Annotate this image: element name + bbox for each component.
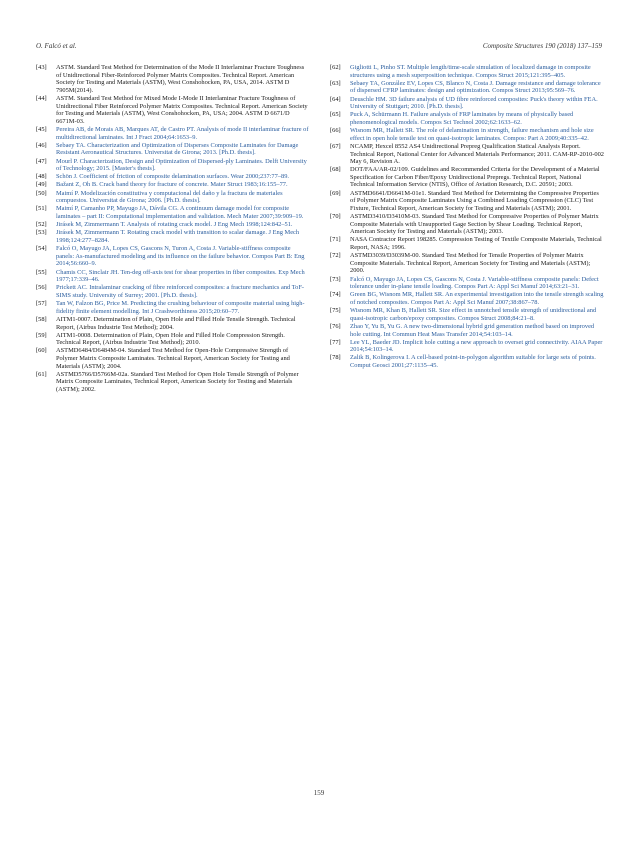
reference-link[interactable]: Green BG, Wisnom MR, Hallett SR. An experimental investigation into the tensile strength scaling of notched composites. Compos Part A: Appl Sci Manuf 2007;38:867–78.: [350, 291, 604, 306]
reference-item[interactable]: [330, 354, 604, 369]
reference-text: ASTMD3410/D3410M-03. Standard Test Method for Compressive Properties of Polymer Matrix Composite Materials with Unsupported Gage Section by Shear Loading. Technical Report, American Society for Testing and Materials (ASTM); 2003.: [350, 213, 599, 236]
reference-number: [56]: [36, 284, 47, 292]
reference-item[interactable]: [330, 276, 604, 291]
references-column-left: [36, 64, 310, 394]
reference-text: AITM1-0008. Determination of Plain, Open Hole and Filled Hole Compression Strength. Technical Report, (Airbus Industrie Test Method); 2010.: [56, 331, 285, 347]
reference-text: NASA Contractor Report 198285. Compression Testing of Textile Composite Materials, Technical Report, NASA; 1996.: [350, 236, 602, 251]
header-journal: Composite Structures 190 (2018) 137–159: [482, 42, 602, 50]
reference-number: [63]: [330, 79, 341, 87]
reference-number: [75]: [330, 307, 341, 315]
references-column-right: [330, 64, 604, 370]
reference-link[interactable]: Puck A, Schürmann H. Failure analysis of FRP laminates by means of physically based phenomenological models. Compos Sci Technol 2002;62:1633–62.: [350, 111, 574, 126]
reference-item[interactable]: [36, 269, 310, 284]
reference-number: [60]: [36, 347, 47, 355]
reference-number: [57]: [36, 300, 47, 308]
reference-number: [54]: [36, 245, 47, 253]
reference-number: [44]: [36, 94, 47, 102]
reference-item[interactable]: [36, 126, 310, 141]
reference-link[interactable]: Wisnom MR, Hallett SR. The role of delamination in strength, failure mechanism and hole size effect in open hole tensile test on quasi-isotropic laminates. Compos: Part A 2009;40:335–42.: [350, 127, 594, 142]
reference-number: [78]: [330, 354, 341, 362]
reference-text: DOT/FAA/AR-02/109. Guidelines and Recommended Criteria for the Development of a Material Specification for Carbon Fiber/Epoxy Unidirectional Prepregs. Technical Report, National Technical Information Service (NTIS), Office of Aviation Research, D.C. 20591; 2003.: [350, 166, 600, 189]
reference-number: [45]: [36, 125, 47, 133]
reference-number: [76]: [330, 322, 341, 330]
reference-item[interactable]: [36, 245, 310, 268]
reference-number: [47]: [36, 157, 47, 165]
reference-item: [330, 236, 604, 251]
reference-text: ASTM. Standard Test Method for Mixed Mode I-Mode II Interlaminar Fracture Toughness of Unidirectional Fiber Reinforced Polymer Matrix Composites. Technical Report. American Society for Testing and Materials (ASTM), West Conshohocken, PA, USA; 2004. ASTM D 6671/D 6671M-03.: [56, 94, 308, 125]
running-header: [36, 42, 602, 54]
reference-item[interactable]: [36, 142, 310, 157]
reference-item: [36, 347, 310, 370]
reference-number: [52]: [36, 221, 47, 229]
reference-item[interactable]: [36, 205, 310, 220]
reference-number: [49]: [36, 181, 47, 189]
reference-number: [66]: [330, 127, 341, 135]
reference-link[interactable]: Prickett AC. Intralaminar cracking of fibre reinforced composites: a fracture mechanics and ToF-SIMS study. University of Surrey; 2001. [Ph.D. thesis].: [56, 284, 305, 299]
reference-link[interactable]: Bažant Z, Oh B. Crack band theory for fracture of concrete. Mater Struct 1983;16:155–77.: [56, 181, 288, 189]
reference-item[interactable]: [330, 111, 604, 126]
reference-item[interactable]: [330, 64, 604, 79]
reference-number: [62]: [330, 64, 341, 71]
reference-item: [36, 95, 310, 125]
reference-number: [58]: [36, 315, 47, 323]
reference-item[interactable]: [36, 284, 310, 299]
reference-number: [68]: [330, 166, 341, 174]
reference-link[interactable]: Falcó O, Mayugo JA, Lopes CS, Gascons N, Costa J. Variable-stiffness composite panels: Defect tolerance under in-plane tensile loading. Compos Part A: Appl Sci Manuf 2014;63:21–31.: [350, 275, 599, 291]
reference-item[interactable]: [330, 339, 604, 354]
reference-link[interactable]: Sebaey TA, González EV, Lopes CS, Blanco N, Costa J. Damage resistance and damage tolerance of dispersed CFRP laminates: design and optimization. Compos Struct 2013;95:569–76.: [350, 79, 601, 95]
reference-number: [59]: [36, 331, 47, 339]
reference-item: [330, 143, 604, 166]
reference-number: [48]: [36, 173, 47, 181]
reference-item[interactable]: [36, 181, 310, 189]
reference-text: ASTMD6484/D6484M-04. Standard Test Method for Open-Hole Compressive Strength of Polymer Matrix Composite Laminates. Technical Report, American Society for Testing and Materials (ASTM); 2004.: [56, 347, 290, 370]
reference-item: [36, 332, 310, 347]
reference-link[interactable]: Deuschle HM. 3D failure analysis of UD fibre reinforced composites: Puck's theory within FEA. University of Stuttgart; 2010. [Ph.D. thesis].: [350, 95, 598, 111]
reference-link[interactable]: Zhao Y, Yu B, Yu G. A new two-dimensional hybrid grid generation method based on improved hole cutting. Int Commun Heat Mass Transfer 2014;54:103–14.: [350, 322, 595, 338]
reference-text: ASTMD5766/D5766M-02a. Standard Test Method for Open Hole Tensile Strength of Polymer Matrix Composite Laminates, Technical Report, American Society for Testing and Materials (ASTM); 2002.: [56, 370, 299, 394]
reference-link[interactable]: Falcó O, Mayugo JA, Lopes CS, Gascons N, Turon A, Costa J. Variable-stiffness composite panels: As-manufactured modeling and its influence on the failure behavior. Compos Part B: Eng 2014;56:660–9.: [56, 245, 305, 268]
reference-item: [330, 252, 604, 275]
reference-item: [330, 213, 604, 236]
reference-item[interactable]: [330, 80, 604, 95]
reference-item: [330, 190, 604, 213]
reference-item[interactable]: [36, 158, 310, 173]
reference-item[interactable]: [36, 300, 310, 315]
reference-item[interactable]: [330, 291, 604, 306]
reference-link[interactable]: Tan W, Falzon BG, Price M. Predicting the crushing behaviour of composite material using high-fidelity finite element modelling. Int J Crashworthiness 2015;20:60–77.: [56, 300, 305, 315]
reference-link[interactable]: Pereira AB, de Morais AB, Marques AT, de Castro PT. Analysis of mode II interlaminar fracture of multidirectional laminates. Int J Fract 2004;64:1653–9.: [56, 125, 309, 141]
reference-number: [65]: [330, 111, 341, 119]
reference-number: [77]: [330, 338, 341, 346]
reference-link[interactable]: Wisnom MR, Khan B, Hallett SR. Size effect in unnotched tensile strength of unidirectional and quasi-isotropic carbon/epoxy composites. Compos Struct 2008;84:21–8.: [350, 307, 597, 322]
reference-number: [61]: [36, 370, 47, 378]
reference-number: [50]: [36, 189, 47, 197]
reference-text: AITM1-0007. Determination of Plain, Open Hole and Filled Hole Tensile Strength. Technical Report, (Airbus Industrie Test Method); 2004.: [56, 315, 296, 331]
reference-number: [46]: [36, 141, 47, 149]
reference-item: [330, 166, 604, 189]
reference-text: NCAMP, Hexcel 8552 AS4 Unidirectional Prepreg Qualification Statical Analysis Report. Technical Report, National Center for Advanced Materials Performance; 2011. CAM-RP-2010-002 May 6, Revision A.: [350, 142, 604, 166]
reference-number: [43]: [36, 64, 47, 71]
reference-number: [71]: [330, 236, 341, 244]
reference-item[interactable]: [330, 307, 604, 322]
reference-number: [55]: [36, 268, 47, 276]
reference-number: [70]: [330, 213, 341, 221]
reference-link[interactable]: Sebaey TA. Characterization and Optimization of Disperses Composite Laminates for Damage Resistant Aeronautical Structures. Universitat de Girona; 2013. [Ph.D. thesis].: [56, 141, 299, 157]
reference-item[interactable]: [330, 323, 604, 338]
reference-link[interactable]: Mourl P. Characterization, Design and Optimization of Dispersed-ply Laminates. Delft University of Technology; 2015. [Master's thesis].: [56, 157, 307, 173]
reference-item[interactable]: [36, 173, 310, 181]
reference-text: ASTMD3039/D3039M-00. Standard Test Method for Tensile Properties of Polymer Matrix Composite Materials. Technical Report, American Society for Testing and Materials (ASTM); 2000.: [350, 252, 591, 275]
reference-link[interactable]: Maimí P. Modelización constitutiva y computacional del daño y la fractura de materiales compuestos. Universitat de Girona; 2006. [Ph.D. thesis].: [56, 189, 283, 205]
reference-link[interactable]: Jirásek M, Zimmermann T. Rotating crack model with transition to scalar damage. J Eng Mech 1998;124:277–8284.: [56, 229, 300, 244]
reference-link[interactable]: Schön J. Coefficient of friction of composite delamination surfaces. Wear 2000;237:77–89.: [56, 173, 289, 181]
reference-item[interactable]: [330, 127, 604, 142]
reference-link[interactable]: Zalik B, Kolingerova I. A cell-based point-in-polygon algorithm suitable for large sets of points. Comput Geosci 2001;27:1135–45.: [350, 354, 596, 370]
reference-number: [73]: [330, 275, 341, 283]
reference-link[interactable]: Jirásek M, Zimmermann T. Analysis of rotating crack model. J Eng Mech 1998;124:842–51.: [56, 221, 293, 229]
reference-number: [53]: [36, 229, 47, 237]
reference-item: [36, 64, 310, 94]
reference-number: [72]: [330, 252, 341, 260]
reference-number: [67]: [330, 142, 341, 150]
reference-item[interactable]: [36, 221, 310, 229]
reference-item: [36, 316, 310, 331]
reference-link[interactable]: Maimí P, Camanho PP, Mayugo JA, Dávila CG. A continuum damage model for composite laminates – part II: Computational implementation and validation. Mech Mater 2007;39:909–19.: [56, 205, 304, 221]
reference-link[interactable]: Lee YL, Baeder JD. Implicit hole cutting a new approach to overset grid connectivity. AIAA Paper 2014;54:103–14.: [350, 338, 603, 354]
reference-item[interactable]: [36, 190, 310, 205]
reference-link[interactable]: Chamis CC, Sinclair JH. Ten-deg off-axis test for shear properties in fiber composites. Exp Mech 1977;17:339–46.: [56, 268, 305, 284]
reference-item[interactable]: [330, 96, 604, 111]
reference-number: [51]: [36, 205, 47, 213]
reference-item: [36, 371, 310, 394]
reference-text: ASTMD6641/D6641M-01e1. Standard Test Method for Determining the Compressive Properties of Polymer Matrix Composite Laminates Using a Combined Loading Compression (CLC) Test Fixture, Technical Report, American Society for Testing and Materials (ASTM); 2001.: [350, 189, 599, 212]
reference-number: [69]: [330, 189, 341, 197]
header-authors: O. Falcó et al.: [36, 42, 77, 50]
page-number: 159: [313, 789, 325, 797]
reference-number: [74]: [330, 291, 341, 299]
reference-link[interactable]: Gigliotti L, Pinho ST. Multiple length/time-scale simulation of localized damage in composite structures using a mesh superposition technique. Compos Struct 2015;121:395–405.: [350, 64, 591, 79]
reference-item[interactable]: [36, 229, 310, 244]
reference-number: [64]: [330, 95, 341, 103]
reference-text: ASTM. Standard Test Method for Determination of the Mode II Interlaminar Fracture Toughness of Unidirectional Fiber-Reinforced Polymer Matrix Composites. Technical Report. American Society for Testing and Materials (ASTM), West Conshohocken, PA, USA, 2014. ASTM D 7905M(2014).: [56, 64, 305, 94]
